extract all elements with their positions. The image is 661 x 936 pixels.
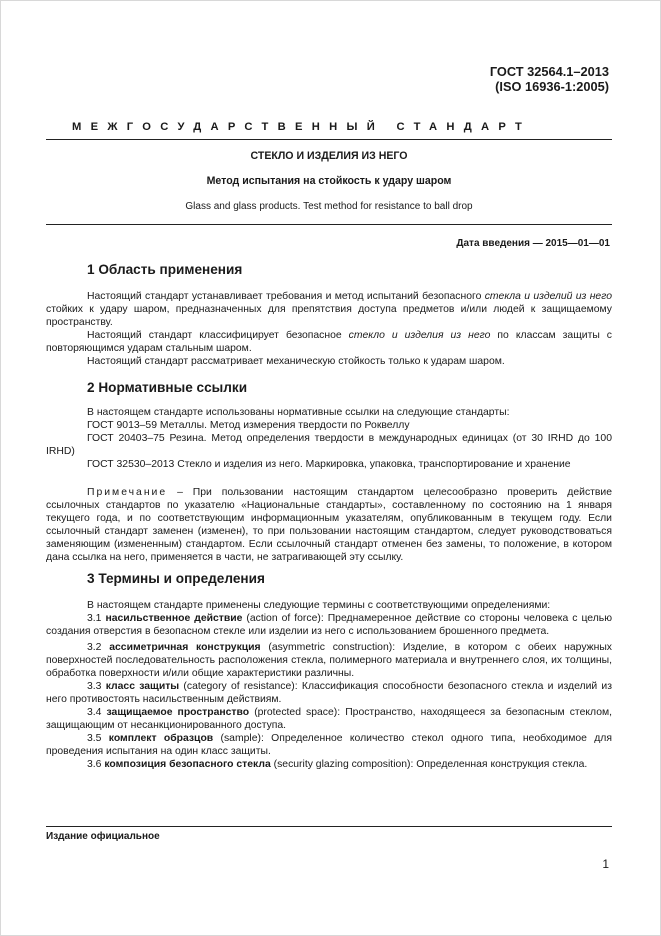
document-subtitle: Метод испытания на стойкость к удару шаром: [206, 175, 452, 187]
section-1-heading: 1 Область применения: [87, 262, 243, 277]
page-number: 1: [602, 857, 609, 871]
section-3-body: [46, 599, 612, 771]
title-divider: [46, 224, 612, 225]
section-1-paragraph: Настоящий стандарт рассматривает механическую стойкость только к ударам шаром.: [87, 356, 505, 367]
footer-divider: [46, 826, 612, 827]
edition-label: Издание официальное: [46, 831, 160, 842]
section-1-body: [46, 290, 612, 368]
term-definition: 3.6 композиция безопасного стекла (security glazing composition): Определенная конструкция стекла.: [87, 759, 588, 770]
term-definition: 3.3 класс защиты (category of resistance): Классификация способности безопасного стекла и изделий из него противостоять насильственным действиям.: [46, 681, 612, 705]
term-definition: 3.4 защищаемое пространство (protected space): Пространство, находящееся за безопасным стеклом, защищающим от несанкционированного доступа.: [46, 707, 613, 731]
introduction-date: Дата введения — 2015—01—01: [456, 238, 610, 249]
standard-code: [490, 64, 609, 94]
section-1-paragraph: Настоящий стандарт классифицирует безопасное стекло и изделия из него по классам защиты с повторяющимся ударам стальным шаром.: [46, 330, 612, 354]
section-3-heading: 3 Термины и определения: [87, 571, 265, 586]
standard-type: МЕЖГОСУДАРСТВЕННЫЙ СТАНДАРТ: [72, 121, 532, 133]
section-1-paragraph: Настоящий стандарт устанавливает требования и метод испытаний безопасного стекла и изделий из него стойких к удару шаром, предназначенных для препятствия доступа предметов и/или людей к защищаемому пространству.: [46, 291, 612, 328]
term-definition: 3.5 комплект образцов (sample): Определенное количество стекол одного типа, необходимое для проведения испытания на один класс защиты.: [46, 733, 612, 757]
document-title: СТЕКЛО И ИЗДЕЛИЯ ИЗ НЕГО: [250, 150, 408, 162]
term-definition: 3.2 ассиметричная конструкция (asymmetric construction): Изделие, в котором с обеих наружных поверхностей последовательность расположения стекла, полимерного материала и внутреннего слоя, их толщины, обработка поверхности и/или общие характеристики различны.: [46, 642, 613, 679]
section-3-intro: В настоящем стандарте применены следующие термины с соответствующими определениями:: [87, 600, 551, 611]
section-2-heading: 2 Нормативные ссылки: [87, 380, 248, 395]
reference-note: Примечание – При пользовании настоящим стандартом целесообразно проверить действие ссылочных стандартов по указателю «Национальные стандарты», составленному по состоянию на 1 января текущего года, и по соответствующим информационным указателям, опубликованным в текущем году. Если ссылочный стандарт заменен (изменен), то при пользовании настоящим стандартом, следует руководствоваться заменяющим (измененным) стандартом. Если ссылочный стандарт отменен без замены, то положение, в котором дана ссылка на него, применяется в части, не затрагивающей эту ссылку.: [46, 487, 612, 563]
top-divider: [46, 139, 612, 140]
reference-item: ГОСТ 20403–75 Резина. Метод определения твердости в международных единицах (от 30 IRHD до 100 IRHD): [46, 433, 612, 457]
section-2-body: [46, 406, 612, 564]
term-definition: 3.1 насильственное действие (action of force): Преднамеренное действие со стороны человека с целью создания отверстия в безопасном стекле или изделии из него с использованием брошенного предмета.: [46, 613, 613, 637]
reference-item: ГОСТ 32530–2013 Стекло и изделия из него. Маркировка, упаковка, транспортирование и хранение: [87, 459, 571, 470]
section-2-intro: В настоящем стандарте использованы нормативные ссылки на следующие стандарты:: [87, 407, 510, 418]
document-title-english: Glass and glass products. Test method for resistance to ball drop: [185, 201, 473, 212]
reference-item: ГОСТ 9013–59 Металлы. Метод измерения твердости по Роквеллу: [87, 420, 410, 431]
standard-code-line1: ГОСТ 32564.1–2013: [489, 64, 609, 79]
standard-code-line2: (ISO 16936-1:2005): [495, 79, 609, 94]
note-label: Примечание: [87, 487, 168, 498]
